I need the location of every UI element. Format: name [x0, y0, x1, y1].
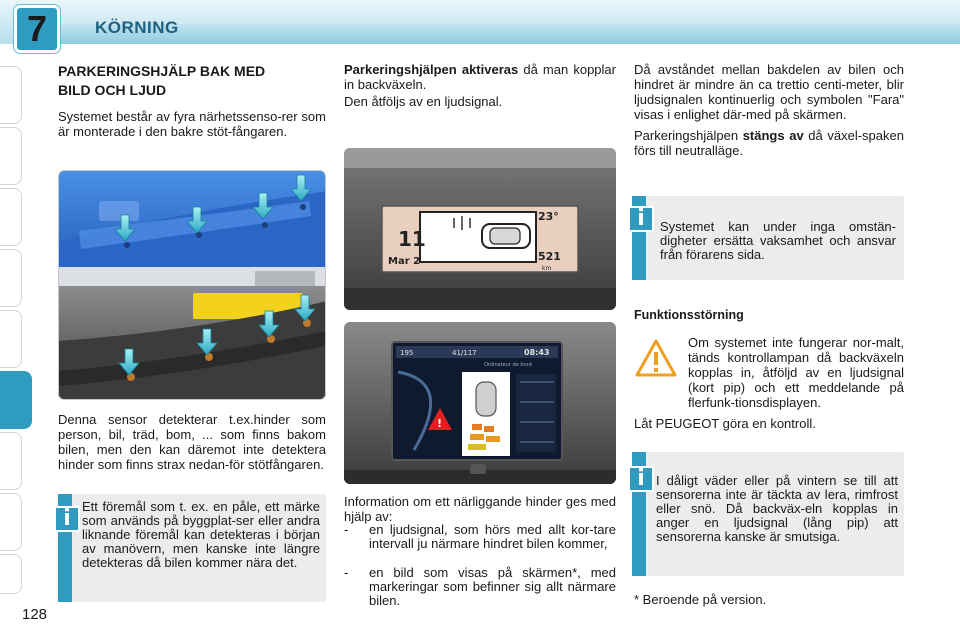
footnote: * Beroende på version.	[634, 592, 767, 607]
malfunction-paragraph: Om systemet inte fungerar nor-malt, tänds kontrollampan då backväxeln kopplas in, åtföljd av en ljudsignal (kort pip) och ett meddelande på flerfunk-tionsdisplayen.	[688, 335, 904, 410]
chapter-tab-3[interactable]	[0, 188, 22, 246]
chapter-tab-5[interactable]	[0, 310, 22, 368]
chapter-tab-8[interactable]	[0, 432, 22, 490]
bullet-dash-1: -	[344, 522, 349, 537]
chapter-tab-1[interactable]	[0, 66, 22, 124]
info-box-dirty-sensors	[632, 452, 904, 576]
bullet-screen-image: en bild som visas på skärmen*, med markeringar som befinner sig allt närmare bilen.	[369, 565, 616, 608]
signal-paragraph: Den åtföljs av en ljudsignal.	[344, 94, 503, 109]
activation-bold: Parkeringshjälpen aktiveras	[344, 62, 519, 77]
page-number: 128	[22, 606, 48, 623]
display-temp: 23°	[538, 210, 559, 223]
chapter-tab-10[interactable]	[0, 554, 22, 594]
display-km: 521	[538, 250, 561, 263]
multifunction-screen-figure	[344, 322, 616, 484]
chapter-tab-4[interactable]	[0, 249, 22, 307]
display-km-unit: km	[542, 265, 552, 272]
info-icon: i	[628, 466, 654, 492]
multifunction-screen-illustration	[344, 322, 616, 484]
screen-mid-value: 41/117	[452, 349, 477, 357]
warning-triangle-icon	[634, 338, 678, 378]
chapter-number-badge: 7	[14, 5, 60, 53]
dashboard-display-figure	[344, 148, 616, 310]
svg-text:!: !	[437, 417, 443, 430]
info-text-vigilance: Systemet kan under inga omstän-digheter ersätta vaksamhet och ansvar från förarens sida.	[660, 219, 896, 262]
info-box-vigilance	[632, 196, 904, 280]
bumper-illustration	[59, 171, 326, 400]
bullet-dash-2: -	[344, 565, 349, 580]
chapter-tab-9[interactable]	[0, 493, 22, 551]
rear-bumper-sensors-figure	[58, 170, 326, 400]
section-title-line2: BILD OCH LJUD	[58, 82, 167, 98]
chapter-tab-2[interactable]	[0, 127, 22, 185]
chapter-header	[0, 0, 960, 49]
bullet-sound-signal: en ljudsignal, som hörs med allt kor-tare intervall ju närmare hindret bilen kommer,	[369, 522, 616, 551]
sensor-detection-paragraph: Denna sensor detekterar t.ex.hinder som person, bil, träd, bom, ... som finns bakom bilen, men den kan däremot inte detektera hinder som finns strax nedan-för stötfångaren.	[58, 412, 326, 472]
screen-header: Ordinateur de bord	[484, 362, 532, 368]
activation-paragraph	[344, 62, 616, 92]
info-text-object-detection: Ett föremål som t. ex. en påle, ett märke som används på byggplat-ser eller andra liknande föremål kan detekteras i början av manövern, men kanske inte längre detekteras då bilen kommer nära det.	[82, 499, 320, 570]
chapter-tab-7-active[interactable]	[0, 371, 32, 429]
deactivation-pre: Parkeringshjälpen	[634, 128, 743, 143]
header-band	[60, 24, 960, 44]
info-intro-paragraph: Information om ett närliggande hinder ges med hjälp av:	[344, 494, 616, 524]
deactivation-bold: stängs av	[742, 128, 804, 143]
display-date: Mar 2	[388, 256, 421, 267]
peugeot-check-paragraph: Låt PEUGEOT göra en kontroll.	[634, 416, 816, 431]
info-text-dirty-sensors: I dåligt väder eller på vintern se till att sensorerna inte är täckta av lera, rimfrost eller snö. Då backväx-eln kopplas in anger en ljudsignal (lång pip) att sensorerna kanske är smutsiga.	[656, 473, 898, 544]
deactivation-post: då växel-spaken förs till neutralläge.	[634, 128, 904, 158]
activation-rest: då man kopplar in backväxeln.	[344, 62, 616, 92]
chapter-title: KÖRNING	[95, 18, 179, 37]
screen-clock: 08:43	[524, 348, 550, 357]
screen-left-value: 195	[400, 349, 414, 357]
section-title-line1: PARKERINGSHJÄLP BAK MED	[58, 63, 266, 79]
info-box-object-detection	[58, 494, 326, 602]
malfunction-heading: Funktionsstörning	[634, 308, 744, 322]
info-icon: i	[628, 206, 654, 232]
dashboard-display-illustration	[344, 148, 616, 310]
info-icon: i	[54, 506, 80, 532]
section-title	[58, 62, 328, 100]
deactivation-paragraph	[634, 128, 904, 158]
intro-paragraph: Systemet består av fyra närhetssenso-rer som är monterade i den bakre stöt-fångaren.	[58, 109, 326, 139]
display-time: 11	[398, 227, 426, 251]
distance-paragraph: Då avståndet mellan bakdelen av bilen och hindret är mindre än ca trettio centi-meter, blir ljudsignalen kontinuerlig och symbolen "Fara" visas i enlighet där-med på skärmen.	[634, 62, 904, 122]
